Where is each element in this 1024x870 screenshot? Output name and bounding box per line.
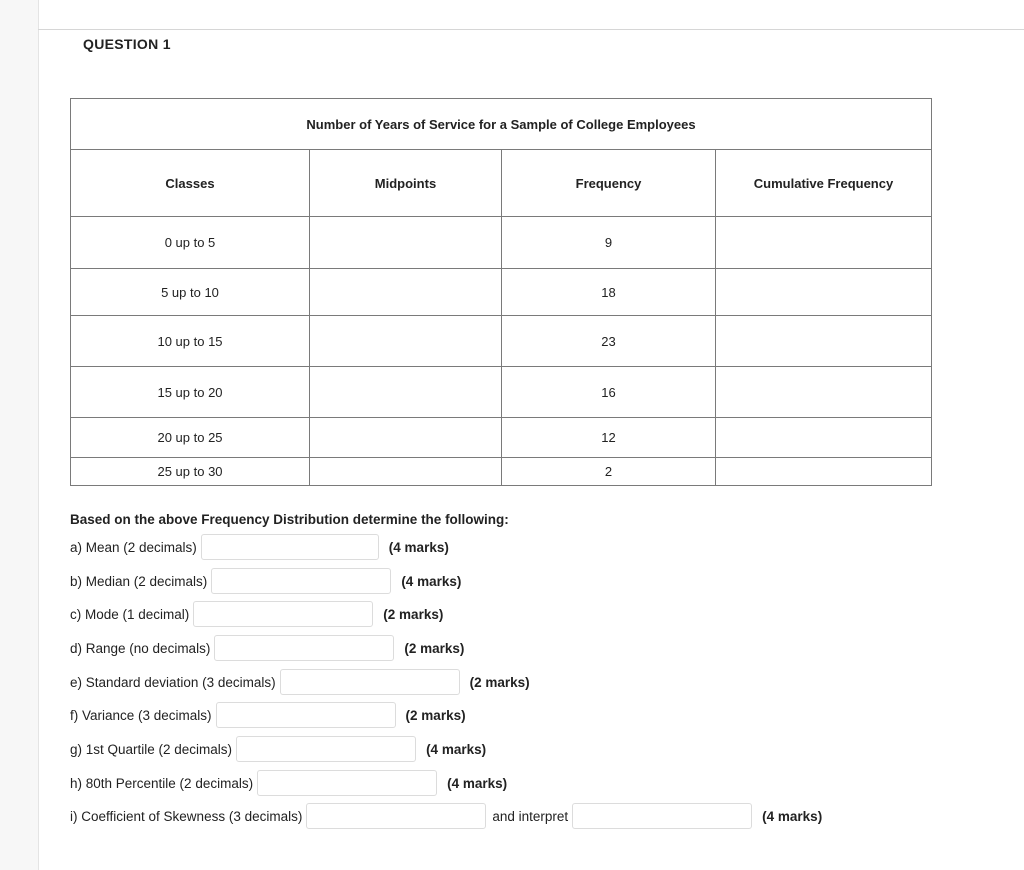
question-f <box>70 700 466 730</box>
left-rail <box>0 0 39 870</box>
question-label: a) Mean (2 decimals) <box>70 539 197 555</box>
variance-answer-input[interactable] <box>216 702 396 728</box>
standard-deviation-answer-input[interactable] <box>280 669 460 695</box>
column-header-midpoints: Midpoints <box>310 150 502 217</box>
table-row <box>71 269 932 316</box>
question-label: c) Mode (1 decimal) <box>70 606 190 622</box>
class-cell: 25 up to 30 <box>71 458 310 486</box>
frequency-cell: 18 <box>502 269 716 316</box>
midpoint-cell[interactable] <box>310 217 502 269</box>
question-label: f) Variance (3 decimals) <box>70 707 212 723</box>
cumulative-frequency-cell[interactable] <box>716 316 932 367</box>
question-i <box>70 801 822 831</box>
question-e <box>70 667 530 697</box>
class-cell: 15 up to 20 <box>71 367 310 418</box>
table-row <box>71 458 932 486</box>
class-cell: 20 up to 25 <box>71 418 310 458</box>
midpoint-cell[interactable] <box>310 316 502 367</box>
frequency-cell: 16 <box>502 367 716 418</box>
mode-answer-input[interactable] <box>193 601 373 627</box>
cumulative-frequency-cell[interactable] <box>716 418 932 458</box>
question-a <box>70 532 449 562</box>
question-h <box>70 768 507 798</box>
column-header-cumulative-frequency: Cumulative Frequency <box>716 150 932 217</box>
table-row <box>71 217 932 269</box>
midpoint-cell[interactable] <box>310 458 502 486</box>
marks-label: (2 marks) <box>405 707 466 723</box>
coefficient-of-skewness-answer-input[interactable] <box>306 803 486 829</box>
marks-label: (2 marks) <box>383 606 444 622</box>
marks-label: (4 marks) <box>426 741 487 757</box>
midpoint-cell[interactable] <box>310 367 502 418</box>
marks-label: (4 marks) <box>388 539 449 555</box>
question-label: e) Standard deviation (3 decimals) <box>70 674 276 690</box>
table-caption: Number of Years of Service for a Sample of College Employees <box>71 99 932 150</box>
median-answer-input[interactable] <box>211 568 391 594</box>
question-label: g) 1st Quartile (2 decimals) <box>70 741 233 757</box>
question-label: i) Coefficient of Skewness (3 decimals) <box>70 808 303 824</box>
table-row <box>71 418 932 458</box>
frequency-cell: 23 <box>502 316 716 367</box>
midpoint-cell[interactable] <box>310 418 502 458</box>
and-interpret-label: and interpret <box>492 808 569 824</box>
range-answer-input[interactable] <box>214 635 394 661</box>
questions-intro: Based on the above Frequency Distribution determine the following: <box>70 512 509 527</box>
question-title: QUESTION 1 <box>83 36 171 52</box>
cumulative-frequency-cell[interactable] <box>716 367 932 418</box>
column-header-frequency: Frequency <box>502 150 716 217</box>
question-d <box>70 633 464 663</box>
question-b <box>70 566 461 596</box>
table-header-row <box>71 150 932 217</box>
cumulative-frequency-cell[interactable] <box>716 217 932 269</box>
first-quartile-answer-input[interactable] <box>236 736 416 762</box>
question-label: d) Range (no decimals) <box>70 640 211 656</box>
frequency-cell: 9 <box>502 217 716 269</box>
question-label: h) 80th Percentile (2 decimals) <box>70 775 254 791</box>
frequency-cell: 2 <box>502 458 716 486</box>
mean-answer-input[interactable] <box>201 534 379 560</box>
marks-label: (4 marks) <box>401 573 462 589</box>
class-cell: 5 up to 10 <box>71 269 310 316</box>
class-cell: 0 up to 5 <box>71 217 310 269</box>
cumulative-frequency-cell[interactable] <box>716 458 932 486</box>
top-divider <box>38 29 1024 30</box>
80th-percentile-answer-input[interactable] <box>257 770 437 796</box>
table-row <box>71 367 932 418</box>
column-header-classes: Classes <box>71 150 310 217</box>
question-label: b) Median (2 decimals) <box>70 573 208 589</box>
marks-label: (2 marks) <box>469 674 530 690</box>
question-c <box>70 599 443 629</box>
class-cell: 10 up to 15 <box>71 316 310 367</box>
question-g <box>70 734 486 764</box>
marks-label: (2 marks) <box>404 640 465 656</box>
cumulative-frequency-cell[interactable] <box>716 269 932 316</box>
table-row <box>71 316 932 367</box>
frequency-cell: 12 <box>502 418 716 458</box>
table-caption-row <box>71 99 932 150</box>
frequency-table <box>70 98 932 486</box>
marks-label: (4 marks) <box>447 775 508 791</box>
midpoint-cell[interactable] <box>310 269 502 316</box>
marks-label: (4 marks) <box>762 808 823 824</box>
interpretation-answer-input[interactable] <box>572 803 752 829</box>
